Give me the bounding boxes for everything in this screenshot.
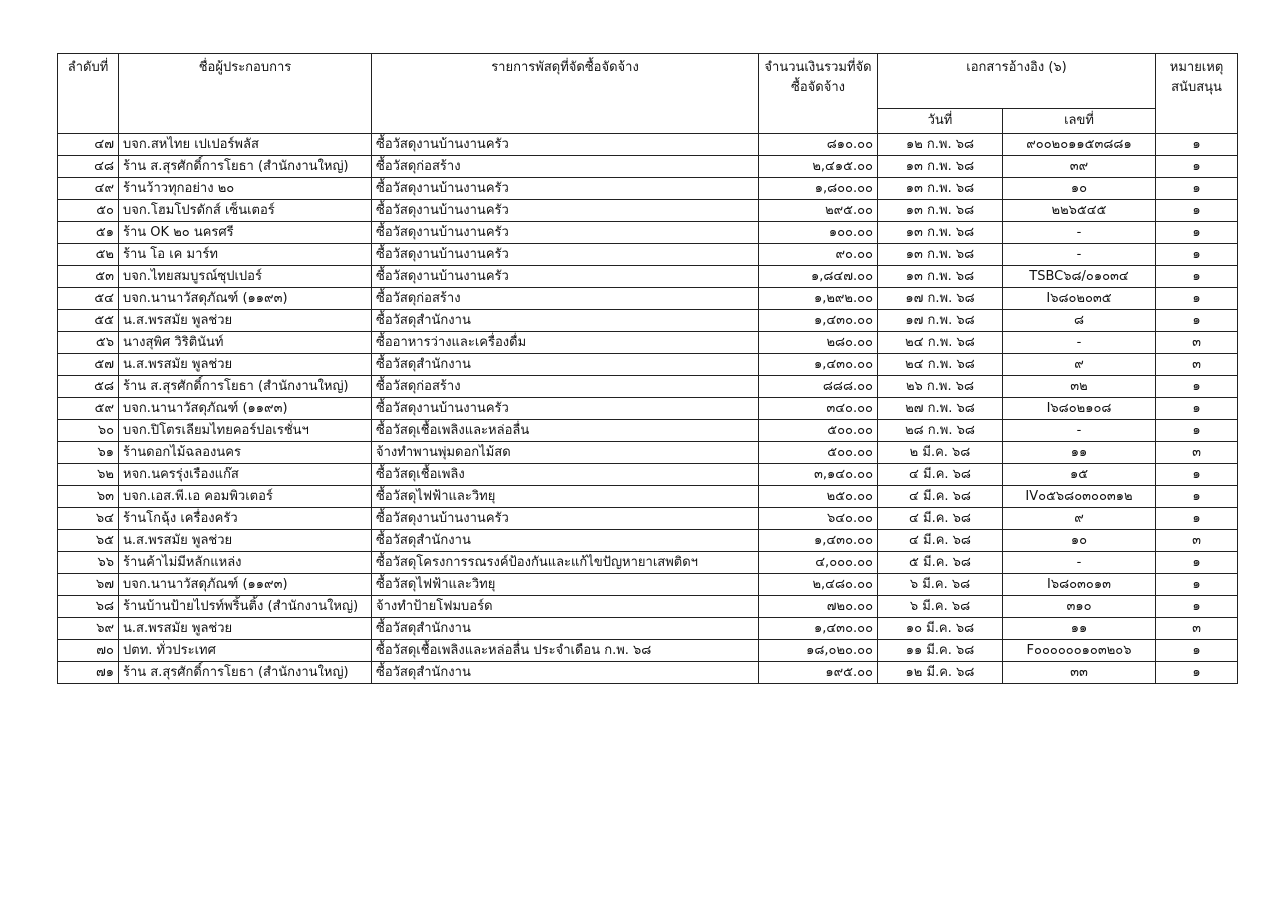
row-seq: ๕๐ [58,200,119,222]
header-ref-date: วันที่ [878,109,1003,134]
table-row [58,222,1238,244]
row-amount: ๕๐๐.๐๐ [759,420,878,442]
row-item: ซื้อวัสดุสำนักงาน [372,662,759,684]
row-item: ซื้อวัสดุก่อสร้าง [372,288,759,310]
header-ref-no: เลขที่ [1003,109,1156,134]
table-row [58,420,1238,442]
row-amount: ๒๘๐.๐๐ [759,332,878,354]
row-ref-no: ๓๒ [1003,376,1156,398]
row-amount: ๑,๔๓๐.๐๐ [759,618,878,640]
row-ref-date: ๔ มี.ค. ๖๘ [878,530,1003,552]
row-seq: ๖๑ [58,442,119,464]
row-ref-date: ๑๒ มี.ค. ๖๘ [878,662,1003,684]
row-vendor: ร้านบ้านป้ายไปรท์พริ้นติ้ง (สำนักงานใหญ่) [119,596,372,618]
row-amount: ๑๘,๐๒๐.๐๐ [759,640,878,662]
table-row [58,574,1238,596]
row-seq: ๕๑ [58,222,119,244]
row-ref-no: ๓๙ [1003,156,1156,178]
row-ref-date: ๒๗ ก.พ. ๖๘ [878,398,1003,420]
table-row [58,156,1238,178]
row-vendor: น.ส.พรสมัย พูลช่วย [119,354,372,376]
row-note: ๑ [1156,376,1238,398]
table-row [58,640,1238,662]
row-vendor: น.ส.พรสมัย พูลช่วย [119,530,372,552]
row-amount: ๒,๔๑๕.๐๐ [759,156,878,178]
procurement-table [57,53,1238,684]
row-seq: ๕๗ [58,354,119,376]
row-seq: ๕๓ [58,266,119,288]
row-item: ซื้อวัสดุสำนักงาน [372,310,759,332]
table-row [58,134,1238,156]
row-ref-no: I๖๘๐๓๐๑๓ [1003,574,1156,596]
row-amount: ๖๔๐.๐๐ [759,508,878,530]
row-seq: ๕๕ [58,310,119,332]
row-amount: ๑,๔๓๐.๐๐ [759,310,878,332]
row-note: ๑ [1156,508,1238,530]
row-item: ซื้อวัสดุก่อสร้าง [372,376,759,398]
row-item: ซื้อวัสดุเชื้อเพลิงและหล่อลื่น [372,420,759,442]
row-item: จ้างทำพานพุ่มดอกไม้สด [372,442,759,464]
row-ref-date: ๒๖ ก.พ. ๖๘ [878,376,1003,398]
row-vendor: หจก.นครรุ่งเรืองแก๊ส [119,464,372,486]
table-row [58,662,1238,684]
row-vendor: ร้านดอกไม้ฉลองนคร [119,442,372,464]
row-ref-no: ๙ [1003,354,1156,376]
row-amount: ๒,๔๘๐.๐๐ [759,574,878,596]
row-amount: ๑,๔๓๐.๐๐ [759,530,878,552]
row-item: ซื้อวัสดุงานบ้านงานครัว [372,266,759,288]
header-item: รายการพัสดุที่จัดซื้อจัดจ้าง [372,54,759,134]
row-note: ๑ [1156,662,1238,684]
row-note: ๑ [1156,200,1238,222]
row-ref-date: ๒๔ ก.พ. ๖๘ [878,332,1003,354]
header-amount: จำนวนเงินรวมที่จัดซื้อจัดจ้าง [759,54,878,134]
row-vendor: บจก.ปิโตรเลียมไทยคอร์ปอเรชั่นฯ [119,420,372,442]
row-seq: ๔๗ [58,134,119,156]
row-amount: ๑,๘๐๐.๐๐ [759,178,878,200]
row-seq: ๖๘ [58,596,119,618]
row-amount: ๘๘๘.๐๐ [759,376,878,398]
row-ref-no: ๙ [1003,508,1156,530]
row-vendor: บจก.ไทยสมบูรณ์ซุปเปอร์ [119,266,372,288]
row-vendor: บจก.นานาวัสดุภัณฑ์ (๑๑๙๓) [119,288,372,310]
row-item: ซื้อวัสดุงานบ้านงานครัว [372,244,759,266]
row-ref-date: ๑๐ มี.ค. ๖๘ [878,618,1003,640]
row-ref-no: - [1003,332,1156,354]
row-ref-no: - [1003,552,1156,574]
row-item: ซื้อวัสดุสำนักงาน [372,354,759,376]
table-row [58,200,1238,222]
row-amount: ๑,๘๔๗.๐๐ [759,266,878,288]
table-row [58,244,1238,266]
row-vendor: ร้าน ส.สุรศักดิ์การโยธา (สำนักงานใหญ่) [119,376,372,398]
header-ref: เอกสารอ้างอิง (๖) [878,54,1156,109]
row-amount: ๘๑๐.๐๐ [759,134,878,156]
header-note: หมายเหตุสนับสนุน [1156,54,1238,134]
row-item: ซื้อวัสดุเชื้อเพลิงและหล่อลื่น ประจำเดือน ก.พ. ๖๘ [372,640,759,662]
row-ref-date: ๒ มี.ค. ๖๘ [878,442,1003,464]
table-row [58,266,1238,288]
row-note: ๑ [1156,552,1238,574]
row-ref-no: I๖๘๐๒๑๐๘ [1003,398,1156,420]
row-seq: ๕๙ [58,398,119,420]
row-note: ๑ [1156,486,1238,508]
row-ref-no: ๑๑ [1003,618,1156,640]
row-amount: ๒๕๐.๐๐ [759,486,878,508]
row-note: ๓ [1156,442,1238,464]
row-vendor: ร้าน ส.สุรศักดิ์การโยธา (สำนักงานใหญ่) [119,662,372,684]
row-note: ๑ [1156,222,1238,244]
row-vendor: ปตท. ทั่วประเทศ [119,640,372,662]
row-ref-date: ๑๓ ก.พ. ๖๘ [878,244,1003,266]
row-ref-date: ๒๔ ก.พ. ๖๘ [878,354,1003,376]
row-vendor: บจก.นานาวัสดุภัณฑ์ (๑๑๙๓) [119,574,372,596]
row-item: ซื้อวัสดุสำนักงาน [372,530,759,552]
row-amount: ๕๐๐.๐๐ [759,442,878,464]
row-item: ซื้อวัสดุไฟฟ้าและวิทยุ [372,486,759,508]
row-amount: ๑,๔๓๐.๐๐ [759,354,878,376]
row-amount: ๑๙๕.๐๐ [759,662,878,684]
row-vendor: นางสุพิศ วิริตินันท์ [119,332,372,354]
row-ref-date: ๑๒ ก.พ. ๖๘ [878,134,1003,156]
row-ref-date: ๖ มี.ค. ๖๘ [878,596,1003,618]
row-ref-no: I๖๘๐๒๐๓๕ [1003,288,1156,310]
row-item: ซื้อวัสดุงานบ้านงานครัว [372,222,759,244]
row-ref-no: - [1003,222,1156,244]
row-vendor: บจก.นานาวัสดุภัณฑ์ (๑๑๙๓) [119,398,372,420]
row-ref-no: ๙๐๐๒๐๑๑๕๓๘๘๑ [1003,134,1156,156]
row-ref-date: ๔ มี.ค. ๖๘ [878,508,1003,530]
row-amount: ๙๐.๐๐ [759,244,878,266]
row-ref-date: ๔ มี.ค. ๖๘ [878,486,1003,508]
row-item: ซื้อวัสดุงานบ้านงานครัว [372,178,759,200]
row-seq: ๖๕ [58,530,119,552]
row-seq: ๕๘ [58,376,119,398]
row-vendor: ร้าน OK ๒๐ นครศรี [119,222,372,244]
row-ref-no: ๒๒๖๕๔๕ [1003,200,1156,222]
row-note: ๓ [1156,354,1238,376]
row-ref-date: ๔ มี.ค. ๖๘ [878,464,1003,486]
row-item: ซื้อวัสดุก่อสร้าง [372,156,759,178]
row-amount: ๗๒๐.๐๐ [759,596,878,618]
row-item: ซื้อวัสดุงานบ้านงานครัว [372,134,759,156]
row-note: ๑ [1156,574,1238,596]
row-seq: ๖๖ [58,552,119,574]
row-vendor: น.ส.พรสมัย พูลช่วย [119,310,372,332]
row-ref-date: ๑๑ มี.ค. ๖๘ [878,640,1003,662]
row-note: ๑ [1156,244,1238,266]
row-item: ซื้อวัสดุงานบ้านงานครัว [372,398,759,420]
row-seq: ๖๔ [58,508,119,530]
table-row [58,508,1238,530]
table-row [58,288,1238,310]
row-ref-no: ๑๐ [1003,178,1156,200]
header-vendor: ชื่อผู้ประกอบการ [119,54,372,134]
row-seq: ๗๑ [58,662,119,684]
row-note: ๑ [1156,464,1238,486]
row-note: ๑ [1156,640,1238,662]
row-ref-no: ๘ [1003,310,1156,332]
table-row [58,376,1238,398]
row-vendor: บจก.สหไทย เปเปอร์พลัส [119,134,372,156]
table-row [58,332,1238,354]
row-ref-date: ๑๓ ก.พ. ๖๘ [878,200,1003,222]
row-seq: ๖๓ [58,486,119,508]
row-item: ซื้อวัสดุเชื้อเพลิง [372,464,759,486]
row-item: ซื้อวัสดุงานบ้านงานครัว [372,200,759,222]
row-note: ๑ [1156,596,1238,618]
row-ref-no: F๐๐๐๐๐๐๑๐๓๒๐๖ [1003,640,1156,662]
table-row [58,530,1238,552]
table-row [58,398,1238,420]
row-note: ๓ [1156,618,1238,640]
row-note: ๑ [1156,134,1238,156]
row-ref-no: ๓๑๐ [1003,596,1156,618]
row-amount: ๔,๐๐๐.๐๐ [759,552,878,574]
row-ref-no: - [1003,244,1156,266]
row-vendor: บจก.โฮมโปรดักส์ เซ็นเตอร์ [119,200,372,222]
row-ref-date: ๑๗ ก.พ. ๖๘ [878,310,1003,332]
row-ref-no: - [1003,420,1156,442]
row-vendor: ร้านโกฉุ้ง เครื่องครัว [119,508,372,530]
row-amount: ๑,๒๙๒.๐๐ [759,288,878,310]
row-vendor: ร้านค้าไม่มีหลักแหล่ง [119,552,372,574]
row-ref-date: ๒๘ ก.พ. ๖๘ [878,420,1003,442]
row-seq: ๖๙ [58,618,119,640]
row-ref-no: ๓๓ [1003,662,1156,684]
row-vendor: ร้าน โอ เค มาร์ท [119,244,372,266]
row-ref-no: ๑๑ [1003,442,1156,464]
row-vendor: บจก.เอส.พี.เอ คอมพิวเตอร์ [119,486,372,508]
row-ref-no: TSBC๖๘/๐๑๐๓๔ [1003,266,1156,288]
row-item: ซื้อวัสดุสำนักงาน [372,618,759,640]
row-ref-no: ๑๕ [1003,464,1156,486]
table-body [58,134,1238,684]
row-amount: ๑๐๐.๐๐ [759,222,878,244]
row-ref-no: ๑๐ [1003,530,1156,552]
table-row [58,464,1238,486]
row-ref-date: ๑๓ ก.พ. ๖๘ [878,178,1003,200]
row-note: ๑ [1156,398,1238,420]
row-ref-date: ๑๓ ก.พ. ๖๘ [878,266,1003,288]
row-amount: ๒๙๕.๐๐ [759,200,878,222]
row-note: ๑ [1156,178,1238,200]
table-row [58,552,1238,574]
table-row [58,596,1238,618]
row-note: ๓ [1156,530,1238,552]
row-seq: ๕๖ [58,332,119,354]
row-seq: ๕๔ [58,288,119,310]
row-note: ๑ [1156,420,1238,442]
row-ref-date: ๑๓ ก.พ. ๖๘ [878,156,1003,178]
header-seq: ลำดับที่ [58,54,119,134]
row-item: ซื้อวัสดุงานบ้านงานครัว [372,508,759,530]
row-vendor: น.ส.พรสมัย พูลช่วย [119,618,372,640]
row-item: ซื้ออาหารว่างและเครื่องดื่ม [372,332,759,354]
row-ref-no: IV๐๕๖๘๐๓๐๐๓๑๒ [1003,486,1156,508]
table-row [58,486,1238,508]
row-note: ๑ [1156,156,1238,178]
row-note: ๑ [1156,266,1238,288]
table-row [58,354,1238,376]
row-seq: ๖๒ [58,464,119,486]
row-seq: ๖๗ [58,574,119,596]
row-ref-date: ๑๗ ก.พ. ๖๘ [878,288,1003,310]
row-seq: ๗๐ [58,640,119,662]
row-seq: ๕๒ [58,244,119,266]
row-ref-date: ๕ มี.ค. ๖๘ [878,552,1003,574]
row-ref-date: ๑๓ ก.พ. ๖๘ [878,222,1003,244]
table-row [58,178,1238,200]
row-vendor: ร้าน ส.สุรศักดิ์การโยธา (สำนักงานใหญ่) [119,156,372,178]
row-item: จ้างทำป้ายโฟมบอร์ด [372,596,759,618]
row-note: ๑ [1156,288,1238,310]
row-vendor: ร้านว้าวทุกอย่าง ๒๐ [119,178,372,200]
row-item: ซื้อวัสดุโครงการรณรงค์ป้องกันและแก้ไขปัญหายาเสพติดฯ [372,552,759,574]
row-seq: ๔๘ [58,156,119,178]
row-ref-date: ๖ มี.ค. ๖๘ [878,574,1003,596]
table-row [58,310,1238,332]
row-item: ซื้อวัสดุไฟฟ้าและวิทยุ [372,574,759,596]
row-note: ๑ [1156,310,1238,332]
row-amount: ๓๔๐.๐๐ [759,398,878,420]
table-row [58,442,1238,464]
row-seq: ๔๙ [58,178,119,200]
row-amount: ๓,๑๔๐.๐๐ [759,464,878,486]
row-note: ๓ [1156,332,1238,354]
row-seq: ๖๐ [58,420,119,442]
table-row [58,618,1238,640]
